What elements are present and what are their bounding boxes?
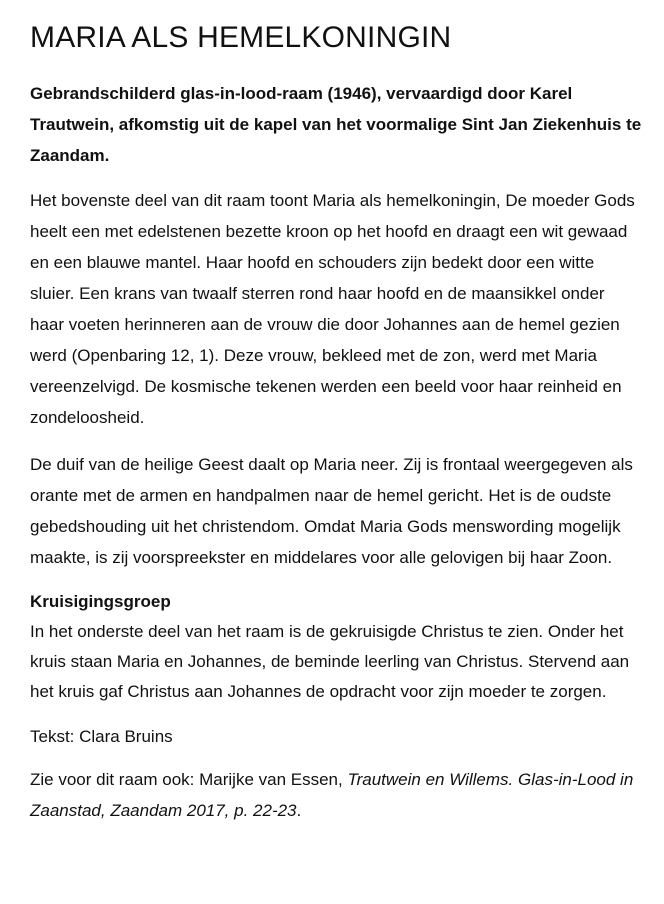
reference-suffix: .: [296, 801, 302, 820]
lead-paragraph: Gebrandschilderd glas-in-lood-raam (1946), vervaardigd door Karel Trautwein, afkomstig uit de kapel van het voormalige Sint Jan Ziekenhuis te Zaandam.: [30, 84, 642, 165]
section-heading: Kruisigingsgroep: [30, 592, 171, 611]
reference-note: [30, 764, 642, 826]
body-paragraph-1: Het bovenste deel van dit raam toont Maria als hemelkoningin, De moeder Gods heelt een met edelstenen bezette kroon op het hoofd en draagt een wit gewaad en een blauwe mantel. Haar hoofd en schouders zijn bedekt door een witte sluier. Een krans van twaalf sterren rond haar hoofd en de maansikkel onder haar voeten herinneren aan de vrouw die door Johannes aan de hemel gezien werd (Openbaring 12, 1). Deze vrouw, bekleed met de zon, werd met Maria vereenzelvigd. De kosmische tekenen werden een beeld voor haar reinheid en zondeloosheid.: [30, 191, 635, 427]
author-credit: Tekst: Clara Bruins: [30, 727, 173, 746]
page-title: MARIA ALS HEMELKONINGIN: [30, 21, 452, 54]
crucifixion-section: [30, 587, 642, 707]
reference-title: Trautwein en Willems. Glas-in-Lood in Zaanstad, Zaandam 2017, p. 22-23: [30, 770, 634, 820]
reference-prefix: Zie voor dit raam ook: Marijke van Essen,: [30, 770, 348, 789]
section-text: In het onderste deel van het raam is de gekruisigde Christus te zien. Onder het kruis staan Maria en Johannes, de beminde leerling van Christus. Stervend aan het kruis gaf Christus aan Johannes de opdracht voor zijn moeder te zorgen.: [30, 622, 630, 701]
body-paragraph-2: De duif van de heilige Geest daalt op Maria neer. Zij is frontaal weergegeven als orante met de armen en handpalmen naar de hemel gericht. Het is de oudste gebedshouding uit het christendom. Omdat Maria Gods menswording mogelijk maakte, is zij voorspreekster en middelares voor alle gelovigen bij haar Zoon.: [30, 455, 633, 567]
